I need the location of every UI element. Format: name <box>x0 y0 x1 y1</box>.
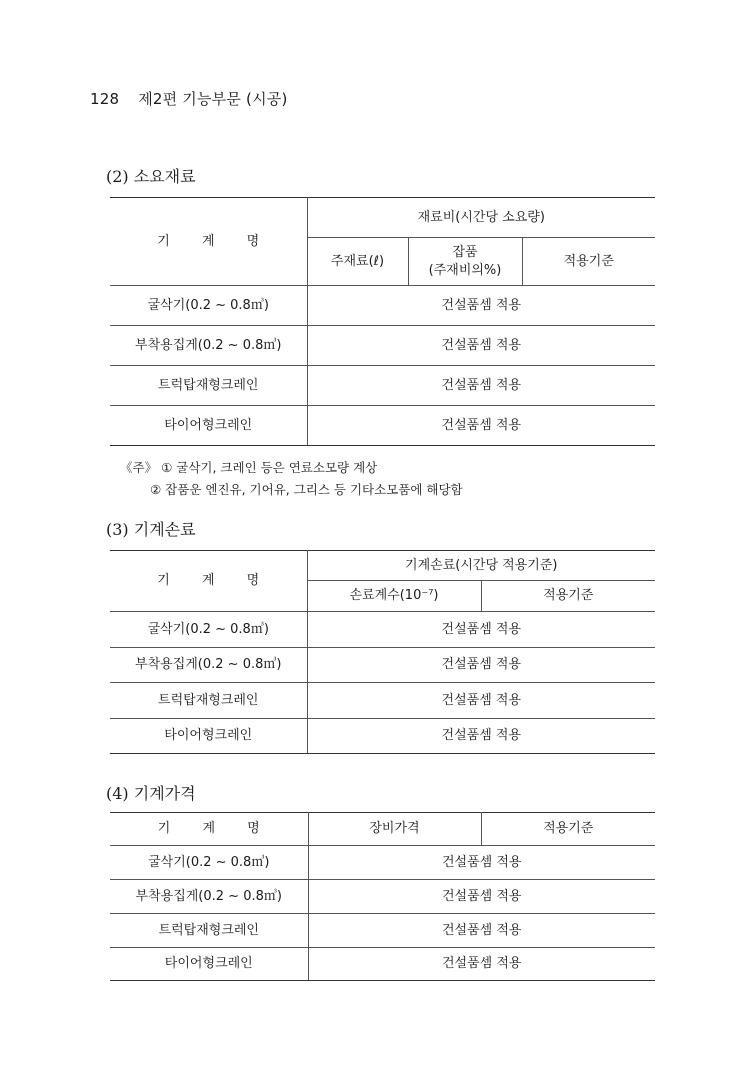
table-notes <box>120 457 463 501</box>
machine-name-cell: 트럭탑재형크레인 <box>110 366 307 406</box>
machine-name-cell: 굴삭기(0.2 ~ 0.8㎥) <box>110 846 308 880</box>
value-cell: 건설품셈 적용 <box>307 648 655 683</box>
value-cell: 건설품셈 적용 <box>307 406 655 446</box>
section-4-title: (4) 기계가격 <box>106 784 196 803</box>
table-row <box>110 948 655 981</box>
table-row <box>110 406 655 446</box>
chapter-title: 제2편 기능부문 (시공) <box>138 90 288 108</box>
header-depreciation: 기계손료(시간당 적용기준) <box>307 551 655 581</box>
page-number: 128 <box>90 90 120 108</box>
value-cell: 건설품셈 적용 <box>308 846 655 880</box>
header-machine-name: 기 계 명 <box>110 551 307 612</box>
page-header <box>90 88 288 109</box>
machine-name-cell: 타이어형크레인 <box>110 719 307 754</box>
note-label: 《주》 <box>120 460 158 475</box>
materials-table <box>110 197 655 446</box>
machine-price-table <box>110 812 655 981</box>
header-equipment-price: 장비가격 <box>308 813 481 846</box>
machine-name-cell: 굴삭기(0.2 ~ 0.8㎥) <box>110 286 307 326</box>
machine-name-cell: 부착용집게(0.2 ~ 0.8㎥) <box>110 648 307 683</box>
header-main-material: 주재료(ℓ) <box>307 238 408 286</box>
machine-name-cell: 트럭탑재형크레인 <box>110 683 307 719</box>
section-3-title: (3) 기계손료 <box>106 520 196 539</box>
header-machine-name: 기 계 명 <box>110 198 307 286</box>
header-coefficient: 손료계수(10⁻⁷) <box>307 581 481 612</box>
machine-name-cell: 부착용집게(0.2 ~ 0.8㎥) <box>110 880 308 914</box>
table-row <box>110 846 655 880</box>
table-row <box>110 719 655 754</box>
value-cell: 건설품셈 적용 <box>307 366 655 406</box>
machine-name-cell: 타이어형크레인 <box>110 948 308 981</box>
value-cell: 건설품셈 적용 <box>307 683 655 719</box>
value-cell: 건설품셈 적용 <box>307 612 655 648</box>
value-cell: 건설품셈 적용 <box>308 948 655 981</box>
table-row <box>110 683 655 719</box>
header-standard: 적용기준 <box>481 813 655 846</box>
note-2: ② 잡품운 엔진유, 기어유, 그리스 등 기타소모품에 해당함 <box>150 482 463 497</box>
value-cell: 건설품셈 적용 <box>307 326 655 366</box>
table-row <box>110 326 655 366</box>
table-row <box>110 286 655 326</box>
machine-name-cell: 타이어형크레인 <box>110 406 307 446</box>
table-row <box>110 914 655 948</box>
value-cell: 건설품셈 적용 <box>307 719 655 754</box>
value-cell: 건설품셈 적용 <box>308 914 655 948</box>
table-row <box>110 366 655 406</box>
note-1: ① 굴삭기, 크레인 등은 연료소모량 계상 <box>161 460 378 475</box>
header-misc: 잡품 (주재비의%) <box>408 238 522 286</box>
table-row <box>110 880 655 914</box>
value-cell: 건설품셈 적용 <box>308 880 655 914</box>
header-machine-name: 기 계 명 <box>110 813 308 846</box>
table-row <box>110 648 655 683</box>
header-material-cost: 재료비(시간당 소요량) <box>307 198 655 238</box>
table-row <box>110 612 655 648</box>
header-standard: 적용기준 <box>522 238 655 286</box>
value-cell: 건설품셈 적용 <box>307 286 655 326</box>
machine-name-cell: 부착용집게(0.2 ~ 0.8㎥) <box>110 326 307 366</box>
machine-name-cell: 굴삭기(0.2 ~ 0.8㎥) <box>110 612 307 648</box>
depreciation-table <box>110 550 655 754</box>
header-standard: 적용기준 <box>481 581 655 612</box>
machine-name-cell: 트럭탑재형크레인 <box>110 914 308 948</box>
section-2-title: (2) 소요재료 <box>106 167 196 186</box>
